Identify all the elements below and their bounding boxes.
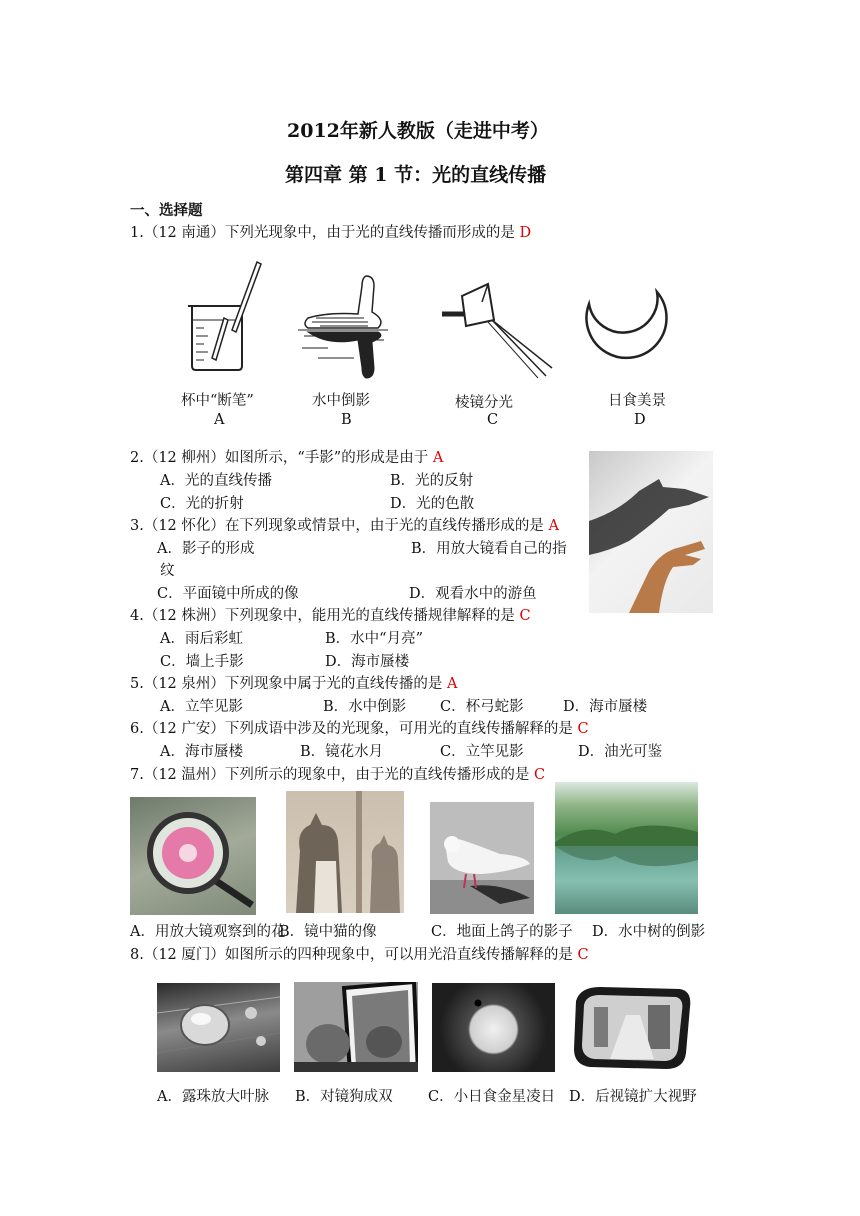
option-a: A．露珠放大叶脉 xyxy=(157,1089,269,1105)
figure-label-c: 棱镜分光 xyxy=(455,395,513,411)
figure-letter-d: D xyxy=(634,412,646,428)
hand-shadow-photo xyxy=(589,451,713,613)
beaker-pencil-figure xyxy=(180,258,270,373)
option-b-continued: 纹 xyxy=(160,563,175,579)
question-stem: 4.（12 株洲）下列现象中，能用光的直线传播规律解释的是 xyxy=(130,608,515,624)
question-2 xyxy=(130,446,443,467)
dewdrop-photo xyxy=(157,983,280,1072)
option-d: D．水中树的倒影 xyxy=(592,924,706,940)
option-b: B．水中“月亮” xyxy=(325,631,423,647)
option-c: C．地面上鸽子的影子 xyxy=(431,924,573,940)
question-1 xyxy=(130,221,531,242)
figure-letter-b: B xyxy=(341,412,352,428)
swan-reflection-figure xyxy=(298,272,388,382)
question-stem: 3.（12 怀化）在下列现象或情景中，由于光的直线传播形成的是 xyxy=(130,518,544,534)
option-c: C．立竿见影 xyxy=(440,744,524,760)
option-d: D．油光可鉴 xyxy=(578,744,663,760)
page-title: 2012年新人教版（走进中考） xyxy=(287,120,549,142)
option-c: C．杯弓蛇影 xyxy=(440,699,524,715)
answer: D xyxy=(519,225,532,241)
question-stem: 5.（12 泉州）下列现象中属于光的直线传播的是 xyxy=(130,676,443,692)
figure-letter-c: C xyxy=(487,412,499,428)
question-stem: 7.（12 温州）下列所示的现象中，由于光的直线传播形成的是 xyxy=(130,767,530,783)
dog-mirror-photo xyxy=(294,982,418,1072)
answer: C xyxy=(534,767,546,783)
option-a: A．立竿见影 xyxy=(160,699,243,715)
question-4 xyxy=(130,604,531,625)
answer: C xyxy=(577,721,589,737)
answer: C xyxy=(577,947,589,963)
figure-label-d: 日食美景 xyxy=(608,393,666,409)
question-7 xyxy=(130,763,545,784)
option-b: B．光的反射 xyxy=(390,473,474,489)
option-b: B．水中倒影 xyxy=(323,699,407,715)
section-heading: 一、选择题 xyxy=(130,202,203,219)
option-a: A．海市蜃楼 xyxy=(160,744,243,760)
option-b: B．用放大镜看自己的指 xyxy=(411,541,567,557)
option-c: C．平面镜中所成的像 xyxy=(157,586,299,602)
question-stem: 1.（12 南通）下列光现象中，由于光的直线传播而形成的是 xyxy=(130,225,515,241)
solar-eclipse-figure xyxy=(585,288,677,368)
option-b: B．对镜狗成双 xyxy=(295,1089,393,1105)
option-b: B．镜中猫的像 xyxy=(279,924,377,940)
option-d: D．海市蜃楼 xyxy=(563,699,648,715)
option-a: A．影子的形成 xyxy=(157,541,255,557)
question-stem: 8.（12 厦门）如图所示的四种现象中，可以用光沿直线传播解释的是 xyxy=(130,947,573,963)
option-c: C．光的折射 xyxy=(160,496,244,512)
figure-label-a: 杯中“断笔” xyxy=(181,393,254,409)
question-8 xyxy=(130,943,589,964)
page-subtitle: 第四章 第 1 节：光的直线传播 xyxy=(285,164,547,186)
answer: A xyxy=(432,450,444,466)
answer: A xyxy=(447,676,458,692)
figure-label-b: 水中倒影 xyxy=(312,393,370,409)
option-a: A．用放大镜观察到的花 xyxy=(130,924,286,940)
pigeon-shadow-photo xyxy=(430,802,534,914)
option-a: A．雨后彩虹 xyxy=(160,631,243,647)
option-d: D．光的色散 xyxy=(390,496,475,512)
option-c: C．墙上手影 xyxy=(160,654,244,670)
tree-reflection-photo xyxy=(555,782,698,914)
question-5 xyxy=(130,672,458,693)
option-d: D．观看水中的游鱼 xyxy=(409,586,537,602)
option-d: D．后视镜扩大视野 xyxy=(569,1089,697,1105)
option-c: C．小日食金星凌日 xyxy=(428,1089,556,1105)
rearview-mirror-photo xyxy=(570,983,694,1072)
prism-figure xyxy=(442,282,554,380)
question-stem: 6.（12 广安）下列成语中涉及的光现象，可用光的直线传播解释的是 xyxy=(130,721,573,737)
answer: A xyxy=(548,518,559,534)
cat-mirror-photo xyxy=(286,791,404,913)
venus-transit-photo xyxy=(432,983,555,1072)
question-3 xyxy=(130,514,559,535)
option-a: A．光的直线传播 xyxy=(160,473,272,489)
figure-letter-a: A xyxy=(214,412,225,428)
option-b: B．镜花水月 xyxy=(300,744,384,760)
question-stem: 2.（12 柳州）如图所示，“手影”的形成是由于 xyxy=(130,450,429,466)
magnifier-flower-photo xyxy=(130,797,256,915)
answer: C xyxy=(519,608,531,624)
option-d: D．海市蜃楼 xyxy=(325,654,410,670)
question-6 xyxy=(130,717,589,738)
